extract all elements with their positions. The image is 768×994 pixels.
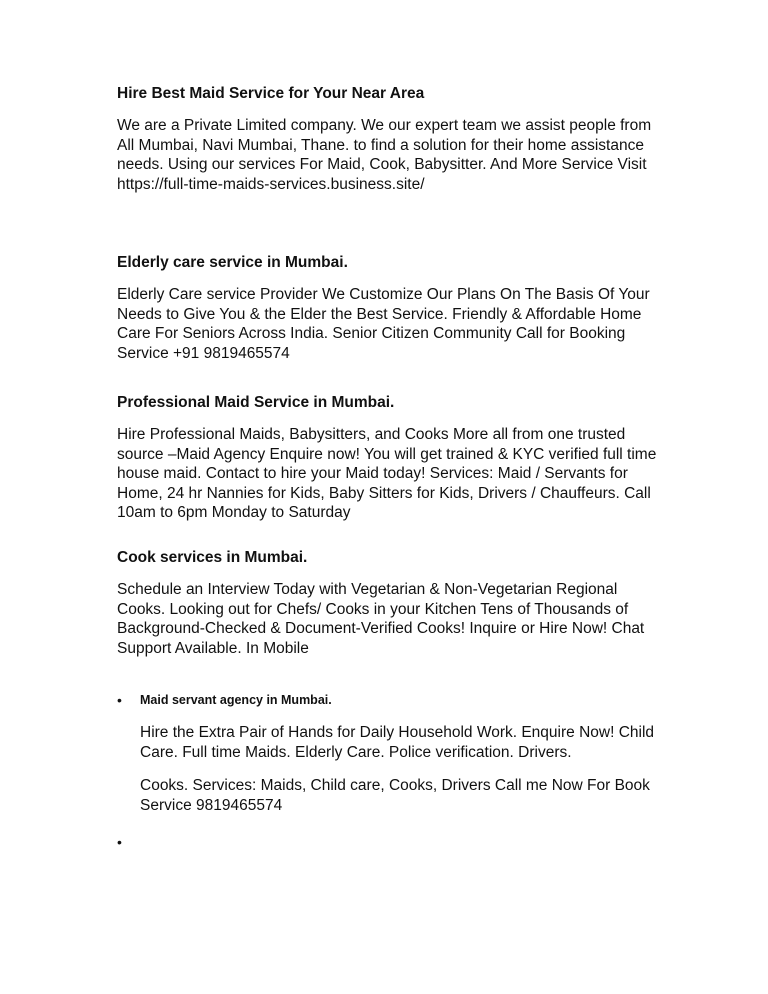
bullet-icon: •	[117, 834, 122, 850]
section-heading: Cook services in Mumbai.	[117, 549, 308, 566]
list-item-heading: Maid servant agency in Mumbai.	[140, 693, 332, 707]
list-item-body: Hire the Extra Pair of Hands for Daily Household Work. Enquire Now! Child Care. Full time Maids. Elderly Care. Police verification. Drivers.	[140, 724, 655, 761]
section-body: We are a Private Limited company. We our expert team we assist people from All Mumbai, Navi Mumbai, Thane. to find a solution for their home assistance needs. Using our services For Maid, Cook, Babysitter. And More Service Visit https://full-time-maids-services.business.site/	[117, 117, 652, 193]
section-body: Hire Professional Maids, Babysitters, and Cooks More all from one trusted source –Maid Agency Enquire now! You will get trained & KYC verified full time house maid. Contact to hire your Maid today! Services: Maid / Servants for Home, 24 hr Nannies for Kids, Baby Sitters for Kids, Drivers / Chauffeurs. Call 10am to 6pm Monday to Saturday	[117, 426, 657, 521]
bullet-icon: •	[117, 692, 122, 708]
list-item-empty	[117, 832, 662, 852]
section-body: Schedule an Interview Today with Vegetarian & Non-Vegetarian Regional Cooks. Looking out for Chefs/ Cooks in your Kitchen Tens of Thousands of Background-Checked & Document-Verified Cooks! Inquire or Hire Now! Chat Support Available. In Mobile	[117, 581, 645, 657]
section-body: Elderly Care service Provider We Customize Our Plans On The Basis Of Your Needs to Give You & the Elder the Best Service. Friendly & Affordable Home Care For Seniors Across India. Senior Citizen Community Call for Booking Service +91 9819465574	[117, 286, 650, 362]
section-elderly-care	[117, 253, 662, 363]
section-professional-maid	[117, 393, 662, 523]
section-heading: Elderly care service in Mumbai.	[117, 254, 348, 271]
list-item-maid-servant-agency	[117, 690, 662, 820]
section-heading: Hire Best Maid Service for Your Near Area	[117, 85, 425, 102]
section-cook-services	[117, 548, 662, 658]
list-item-body: Cooks. Services: Maids, Child care, Cooks, Drivers Call me Now For Book Service 9819465574	[140, 777, 650, 814]
section-hire-best-maid	[117, 84, 662, 194]
section-heading: Professional Maid Service in Mumbai.	[117, 394, 395, 411]
